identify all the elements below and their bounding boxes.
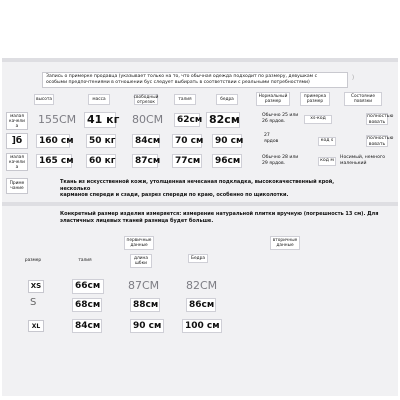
- row3-state: Носимый, немного маленький: [340, 155, 386, 166]
- header-weight: масса: [88, 94, 110, 105]
- row2-weight: 50 кг: [86, 134, 116, 148]
- row2-waist: 70 см: [172, 134, 202, 148]
- measurement-note: [60, 211, 380, 224]
- row1-waist: 62см: [174, 113, 200, 127]
- header-bandage-state: Состояние повязки: [344, 92, 382, 106]
- row-label-2: ]б: [6, 133, 28, 149]
- row2-hips: 90 см: [212, 134, 242, 148]
- header-fit-size: примерка размер: [300, 92, 330, 106]
- s-hips: 86см: [186, 298, 216, 312]
- row-label-1: малая качели а: [6, 112, 28, 130]
- xs-hips: 82CM: [186, 279, 218, 292]
- size-label-xs: XS: [28, 280, 44, 293]
- fitting-intro-note: [42, 72, 348, 88]
- row1-normal: Обычно 25 или 26 ярдов.: [262, 113, 299, 124]
- bottom-header-length: длина шбки: [130, 254, 152, 268]
- xs-length: 87CM: [128, 279, 160, 292]
- group-primary-data: первичные данные: [124, 236, 154, 250]
- size-label-xl: XL: [28, 320, 44, 332]
- row1-hips: 82см: [206, 112, 240, 128]
- row3-weight: 60 кг: [86, 154, 116, 168]
- remark-text: [60, 179, 360, 199]
- row3-height: 165 см: [36, 154, 72, 168]
- row2-state: полностью вовать: [367, 136, 394, 147]
- header-segment: свободный отрезок: [133, 94, 159, 105]
- header-height: высота: [34, 94, 54, 105]
- remark-label: Приме чание: [6, 178, 28, 194]
- row1-weight: 41 кг: [84, 112, 116, 128]
- xl-hips: 100 см: [182, 319, 222, 333]
- row-label-3: малая качели а: [6, 153, 28, 171]
- row3-segment: 87см: [132, 154, 158, 168]
- s-length: 88см: [130, 298, 160, 312]
- bottom-header-hips: Бедра: [188, 254, 208, 263]
- row2-fit: код s: [318, 137, 336, 146]
- fitting-intro-line-1: Запись о примерке продавца (указывает только на то, что обычная одежда подходит по размеру, девушкам с: [46, 74, 318, 79]
- row1-state: полностью вовать: [367, 114, 394, 125]
- header-hips: бедра: [216, 94, 238, 105]
- row2-normal: 27 ярдов: [264, 133, 279, 144]
- row2-segment: 84см: [132, 134, 160, 148]
- row3-waist: 77см: [172, 154, 202, 168]
- row3-fit: код м: [318, 157, 336, 166]
- row1-fit: xs-код: [304, 115, 332, 124]
- row3-normal: Обычно 28 или 29 ярдов.: [262, 155, 299, 166]
- group-secondary-data: вторичные данные: [270, 236, 300, 250]
- remark-line-2: карманов спереди и сзади, разрез спереди по краю, особенно по щиколотки.: [60, 192, 289, 198]
- xl-length: 90 см: [130, 319, 164, 333]
- row1-segment: 80CM: [132, 113, 164, 126]
- remark-line-1: Ткань из искусственной кожи, утолщенная нечесаная подкладка, высококачественный крой, несколько: [60, 179, 335, 192]
- s-waist: 68см: [72, 298, 102, 312]
- row1-height: 155CM: [38, 113, 77, 126]
- measurement-line-1: Конкретный размер изделия измеряется: измерение натуральной плитки вручную (погрешность 13 см). Для: [60, 211, 379, 217]
- measurement-line-2: эластичных лицевых тканей разница будет больше.: [60, 217, 214, 224]
- bottom-header-waist: талия: [78, 258, 92, 263]
- fitting-intro-line-2: особыми предпочтениями в отношении бус следует выбирать в соответствии с реальными потребностями): [46, 80, 310, 85]
- xl-waist: 84см: [72, 319, 102, 333]
- row3-hips: 96см: [212, 154, 242, 168]
- row2-height: 160 см: [36, 134, 70, 148]
- header-waist: талия: [174, 94, 196, 105]
- bottom-header-size: размер: [24, 258, 42, 263]
- size-label-s: S: [30, 297, 37, 308]
- intro-mark: ⟩: [352, 74, 355, 81]
- header-normal-size: Нормальный размер: [256, 92, 290, 106]
- xs-waist: 66см: [72, 279, 104, 294]
